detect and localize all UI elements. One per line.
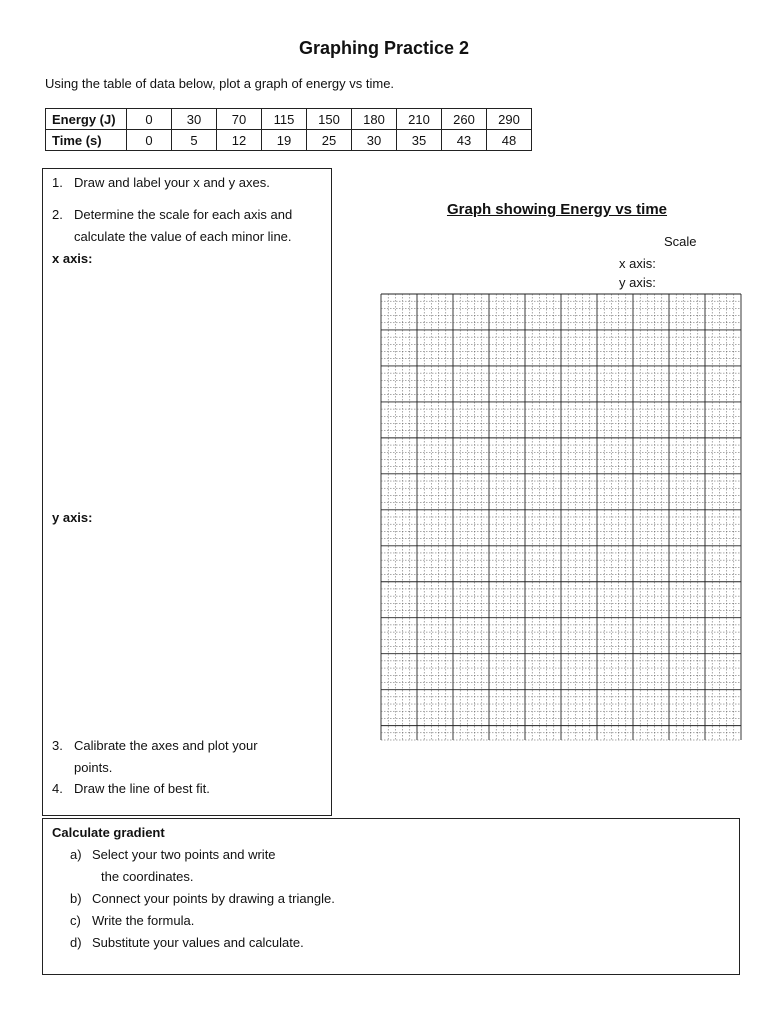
step-b-marker: b) (70, 891, 82, 906)
energy-cell: 260 (442, 109, 487, 130)
time-cell: 43 (442, 130, 487, 151)
scale-y-axis: y axis: (619, 275, 656, 290)
row-header-energy: Energy (J) (46, 109, 127, 130)
step-c-text: Write the formula. (92, 913, 195, 928)
scale-heading: Scale (664, 234, 697, 249)
step-1-text: Draw and label your x and y axes. (74, 175, 270, 190)
step-2-text-line-1: Determine the scale for each axis and (74, 207, 293, 222)
step-3-text-line-1: Calibrate the axes and plot your (74, 738, 258, 753)
energy-cell: 180 (352, 109, 397, 130)
energy-cell: 210 (397, 109, 442, 130)
step-a-text-line-2: the coordinates. (101, 869, 194, 884)
step-a-text-line-1: Select your two points and write (92, 847, 276, 862)
energy-cell: 30 (172, 109, 217, 130)
step-d-text: Substitute your values and calculate. (92, 935, 304, 950)
energy-cell: 150 (307, 109, 352, 130)
scale-x-axis: x axis: (619, 256, 656, 271)
row-header-time: Time (s) (46, 130, 127, 151)
instruction-text: Using the table of data below, plot a graph of energy vs time. (45, 76, 395, 91)
time-cell: 0 (127, 130, 172, 151)
step-4-text: Draw the line of best fit. (74, 781, 210, 796)
energy-row (46, 109, 532, 130)
gradient-box (42, 818, 740, 975)
energy-cell: 290 (487, 109, 532, 130)
energy-cell: 115 (262, 109, 307, 130)
step-4-number: 4. (52, 781, 63, 796)
time-cell: 19 (262, 130, 307, 151)
energy-cell: 70 (217, 109, 262, 130)
page-title: Graphing Practice 2 (298, 38, 470, 58)
time-cell: 12 (217, 130, 262, 151)
graph-title: Graph showing Energy vs time (446, 201, 668, 218)
gradient-heading: Calculate gradient (52, 825, 165, 840)
energy-cell: 0 (127, 109, 172, 130)
time-cell: 48 (487, 130, 532, 151)
y-axis-label: y axis: (52, 510, 93, 525)
x-axis-label: x axis: (52, 251, 93, 266)
time-cell: 5 (172, 130, 217, 151)
steps-box (42, 168, 332, 816)
step-2-text-line-2: calculate the value of each minor line. (74, 229, 292, 244)
time-row (46, 130, 532, 151)
step-c-marker: c) (70, 913, 81, 928)
graph-paper-grid (380, 293, 743, 741)
step-1-number: 1. (52, 175, 63, 190)
step-a-marker: a) (70, 847, 82, 862)
step-2-number: 2. (52, 207, 63, 222)
time-cell: 30 (352, 130, 397, 151)
time-cell: 35 (397, 130, 442, 151)
time-cell: 25 (307, 130, 352, 151)
step-d-marker: d) (70, 935, 82, 950)
step-3-text-line-2: points. (74, 760, 113, 775)
step-3-number: 3. (52, 738, 63, 753)
step-b-text: Connect your points by drawing a triangle. (92, 891, 335, 906)
data-table (45, 108, 532, 151)
